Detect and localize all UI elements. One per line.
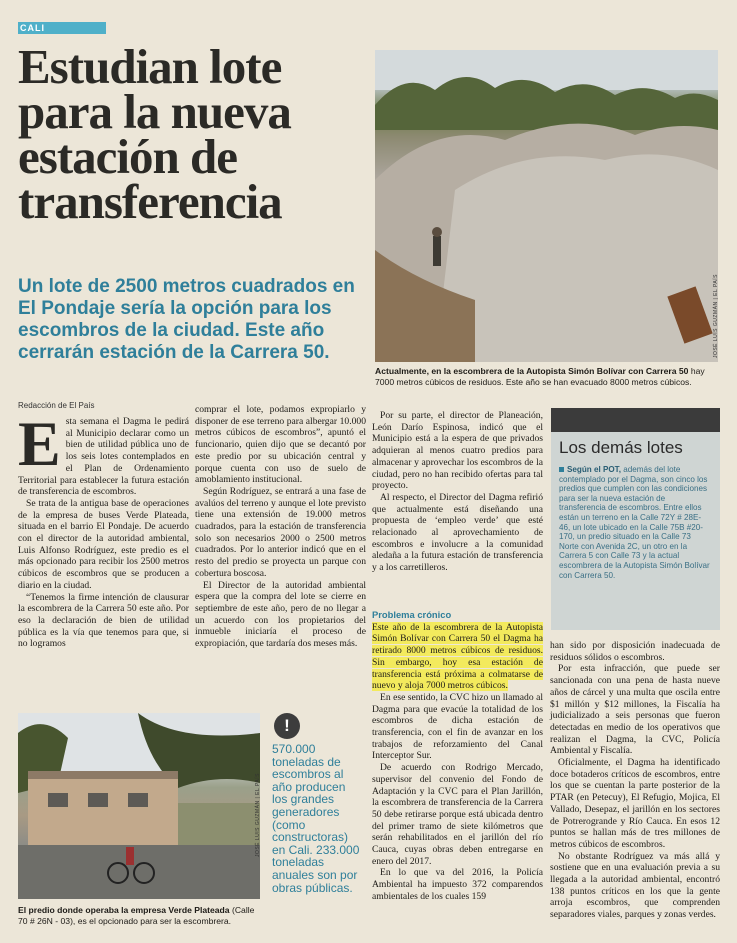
property-photo xyxy=(18,713,260,899)
caption-text: hay 7000 metros cúbicos de residuos. Este año se han evacuado 8000 metros cúbicos. xyxy=(375,366,705,387)
sidebar-body-text: además del lote contemplado por el Dagma, son cinco los predios que cumplen con las condiciones para ser la nueva estación de transferencia de escombros. Entre ellos están un terreno en la Calle 72Y # 28E-46, un lote ubicado en la Calle 75B #20-170, un predio situado en la Calle 73 Norte con Avenida 2C, un otro en la Carrera 5 con Calle 73 y la actual escombrera de la Autopista Simón Bolívar con Carrera 50. xyxy=(559,465,710,580)
article-column-3-lower xyxy=(372,609,543,903)
property-illustration xyxy=(18,713,260,899)
landfill-illustration xyxy=(375,50,718,362)
fact-text: 570.000 toneladas de escombros al año producen los grandes generadores (como constructoras) en Cali. 233.000 toneladas anuales son por obras públicas. xyxy=(272,742,360,895)
paragraph: sta semana el Dagma le pedirá al Municipio declarar como un bien de utilidad pública uno de los seis lotes contemplados en el Plan de Ordenamiento Territorial para establecer la futura estación de transferencia de escombros. xyxy=(18,416,189,498)
paragraph: comprar el lote, podamos expropiarlo y disponer de ese terreno para albergar 10.000 metros cúbicos de escombros”, apuntó el funcionario, quien dijo que se decantó por este predio por su ubicación central y porque cuenta con uso de suelo de amoblamiento institucional. xyxy=(195,404,366,486)
article-column-1 xyxy=(18,408,189,650)
paragraph: Se trata de la antigua base de operaciones de la empresa de buses Verde Plateada, situada en el barrio El Pondaje. De acuerdo con el director de la autoridad ambiental, Luis Alfonso Rodríguez, este predio es el más opcionado para recibir los 2500 metros cúbicos de escombros que se producen a diario en la ciudad. xyxy=(18,497,189,591)
bullet-square-icon xyxy=(559,467,564,472)
paragraph: No obstante Rodríguez va más allá y sostiene que en una evaluación previa a su llegada a la autoridad ambiental, encontró 138 puntos críticos en los que la gente arroja escombros, que comprenden separadores viales, parques y zonas verdes. xyxy=(550,850,720,921)
paragraph: Al respecto, el Director del Dagma refirió que actualmente está diseñando una propuesta de ‘empleo verde’ que esté relacionado al aprovechamiento de escombros e involucre a la comunidad aledaña a la futura estación de transferencia y a los carretilleros. xyxy=(372,491,543,574)
caption-text: (Calle 70 # 26N - 03), es el opcionado para ser la escombrera. xyxy=(18,905,255,926)
article-column-2 xyxy=(195,404,366,650)
paragraph: En lo que va del 2016, la Policía Ambiental ha impuesto 372 comparendos ambientales de los cuales 159 xyxy=(372,867,543,902)
byline: Redacción de El País xyxy=(18,401,95,410)
sidebar-title: Los demás lotes xyxy=(559,438,683,457)
deck: Un lote de 2500 metros cuadrados en El Pondaje sería la opción para los escombros de la ciudad. Este año cerrarán estación de la Carrera 50. xyxy=(18,276,355,363)
caption-lead: Actualmente, en la escombrera de la Autopista Simón Bolívar con Carrera 50 xyxy=(375,366,689,376)
article-column-4 xyxy=(550,640,720,921)
sidebar-text xyxy=(551,462,720,580)
paragraph: De acuerdo con Rodrigo Mercado, supervisor del convenio del Fondo de Adaptación y la CVC para el Plan Jarillón, la escombrera de transferencia de la Carrera 50 debe retirarse porque está ubicada dentro del primer tramo de siete kilómetros que serán rehabilitados en el jarillón del río Cauca, cuyas obras deben entregarse en enero del 2017. xyxy=(372,762,543,867)
headline: Estudian lote para la nueva estación de transferencia xyxy=(18,39,291,229)
landfill-photo xyxy=(375,50,718,362)
highlighted-text: Este año de la escombrera de la Autopista Simón Bolívar con Carrera 50 el Dagma ha retirado 8000 metros cúbicos de residuos. Sin embargo, hoy esa estación de transferencia está próxima a colmatarse de nuevo y aloja 7000 metros cúbicos. xyxy=(372,621,543,692)
article-column-3 xyxy=(372,410,543,574)
fact-box xyxy=(272,713,362,894)
paragraph: En ese sentido, la CVC hizo un llamado al Dagma para que evacúe la totalidad de los escombros de dicha estación de transferencia, con el fin de avanzar en los trabajos de reforzamiento del Canal Interceptor Sur. xyxy=(372,691,543,762)
sidebar-box xyxy=(551,408,720,630)
paragraph: “Tenemos la firme intención de clausurar la escombrera de la Carrera 50 este año. Por eso la declaración de bien de utilidad pública es la vía que tenemos para que, si no logramos xyxy=(18,591,189,650)
exclamation-icon: ! xyxy=(274,713,300,739)
paragraph: han sido por disposición inadecuada de residuos sólidos o escombros. xyxy=(550,640,720,663)
caption-lead: El predio donde operaba la empresa Verde Plateada xyxy=(18,905,230,915)
photo-caption xyxy=(375,366,720,388)
photo-credit: JOSÉ LUIS GUZMÁN | EL PAÍS xyxy=(255,773,261,858)
paragraph: Por esta infracción, que puede ser sancionada con una pena de hasta nueve años de cárcel y una multa que oscila entre $1 millón y $12 millones, la Fiscalía ha judicializado a seis personas que fueron detectadas en medio de los operativos que realizan el Dagma, la CVC, Policía Ambiental y Fiscalía. xyxy=(550,663,720,757)
photo-caption xyxy=(18,905,266,927)
paragraph: Por su parte, el director de Planeación, León Darío Espinosa, indicó que el Municipio está a la espera de que privados adquieran al menos cuatro predios para almacenar y aprovechar los escombros de la ciudad, pero no han recibido ofertas para tal proyecto. xyxy=(372,410,543,492)
sidebar-header-bar xyxy=(551,408,720,432)
paragraph: Según Rodríguez, se entrará a una fase de avalúos del terreno y aunque el lote previsto tiene una extensión de 19.000 metros cuadrados, para la estación de transferencia solo son necesarios 2000 o 2500 metros cuadrados. Por lo anterior indicó que en el resto del predio se proyecta un parque con cobertura boscosa. xyxy=(195,485,366,579)
sidebar-lead: Según el POT, xyxy=(567,465,621,474)
subheading: Problema crónico xyxy=(372,609,452,620)
drop-cap: E xyxy=(18,408,61,479)
paragraph: Oficialmente, el Dagma ha identificado doce botaderos críticos de escombros, entre los que se cuentan la parte posterior de la PTAR (en Petecuy), El Refugio, Mojica, El Vallado, Desepaz, el jarillón en los sectores de Potrerogrande y Río Cauca. En esos 12 puntos se hallan más de tres millones de metros cúbicos de escombros. xyxy=(550,757,720,850)
paragraph: El Director de la autoridad ambiental espera que la compra del lote se cierre en septiembre de este año, pero de no llegar a un acuerdo con los propietarios del inmueble iniciaría el proceso de expropiación, que tardaría dos meses más. xyxy=(195,579,366,650)
section-label: CALI xyxy=(20,23,45,33)
photo-credit: JOSÉ LUIS GUZMÁN | EL PAÍS xyxy=(713,273,719,358)
